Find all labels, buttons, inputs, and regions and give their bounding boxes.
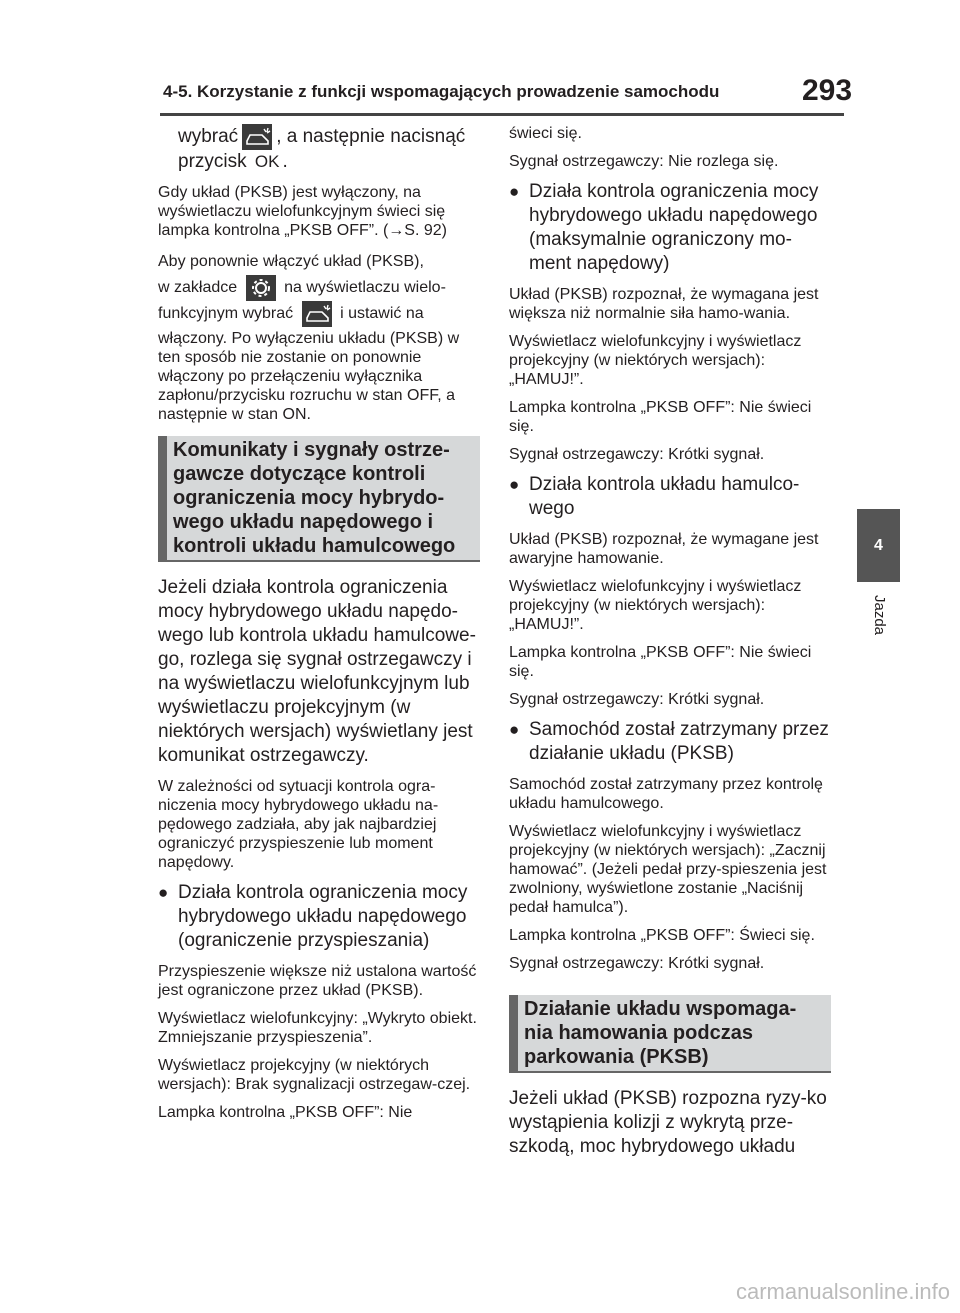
paragraph: Wyświetlacz wielofunkcyjny i wyświetlacz projekcyjny (w niektórych wersjach): „HAMUJ!”. xyxy=(509,578,802,633)
right-column xyxy=(509,124,831,1168)
paragraph: Samochód został zatrzymany przez kontrolę układu hamulcowego. xyxy=(509,776,823,812)
paragraph: Wyświetlacz wielofunkcyjny: „Wykryto obiekt. Zmniejszanie przyspieszenia”. xyxy=(158,1010,477,1047)
paragraph: Lampka kontrolna „PKSB OFF”: Nie świeci się. xyxy=(509,399,812,435)
paragraph: Jeżeli układ (PKSB) rozpozna ryzy-ko wystąpienia kolizji z wykrytą prze-szkodą, moc hybrydowego układu xyxy=(509,1088,827,1157)
paragraph: Sygnał ostrzegawczy: Krótki sygnał. xyxy=(509,446,765,463)
paragraph: Jeżeli działa kontrola ograniczenia mocy hybrydowego układu napędo-wego lub kontrola układu hamulcowe-go, rozlega się sygnał ostrzegawczy i na wyświetlaczu wielofunkcyjnym lub wyświetlaczu projekcyjnym (w niektórych wersjach) wyświetlany jest komunikat ostrzegawczy. xyxy=(158,577,476,767)
paragraph: Aby ponownie włączyć układ (PKSB), w zakładce na wyświetlaczu wielo- funkcyjnym wybrać i ustawić na xyxy=(158,249,480,327)
bullet-heading: ● Samochód został zatrzymany przez działanie układu (PKSB) xyxy=(509,718,831,766)
paragraph: włączony. Po wyłączeniu układu (PKSB) w ten sposób nie zostanie on ponownie włączony po przełączeniu wyłącznika zapłonu/przycisku rozruchu w stan OFF, a następnie w stan ON. xyxy=(158,330,460,424)
car-sensor-icon xyxy=(242,124,272,150)
chapter-tab: 4 xyxy=(857,509,900,582)
paragraph: świeci się. xyxy=(509,125,582,142)
paragraph: Lampka kontrolna „PKSB OFF”: Nie xyxy=(158,1104,413,1122)
paragraph: Wyświetlacz wielofunkcyjny i wyświetlacz projekcyjny (w niektórych wersjach): „Zacznij hamować”. (Jeżeli pedał przy-spieszenia jest zwolniony, wyświetlone zostanie „Naciśnij pedał hamulca”). xyxy=(509,823,827,916)
header-rule xyxy=(160,113,844,116)
section-heading: Działanie układu wspomaga-nia hamowania podczas parkowania (PKSB) xyxy=(509,995,831,1073)
paragraph: Przyspieszenie większe niż ustalona wartość jest ograniczone przez układ (PKSB). xyxy=(158,963,477,1000)
paragraph: Lampka kontrolna „PKSB OFF”: Świeci się. xyxy=(509,927,815,944)
bullet-heading: ● Działa kontrola układu hamulco-wego xyxy=(509,473,831,521)
paragraph: Sygnał ostrzegawczy: Nie rozlega się. xyxy=(509,153,779,170)
car-sensor-icon xyxy=(302,301,332,327)
section-heading: Komunikaty i sygnały ostrze-gawcze dotyczące kontroli ograniczenia mocy hybrydo-wego układu napędowego i kontroli układu hamulcowego xyxy=(158,436,480,562)
paragraph: Lampka kontrolna „PKSB OFF”: Nie świeci się. xyxy=(509,644,812,680)
paragraph: Gdy układ (PKSB) jest wyłączony, na wyświetlaczu wielofunkcyjnym świeci się lampka kontrolna „PKSB OFF”. (→S. 92) xyxy=(158,184,447,239)
gear-icon xyxy=(246,275,276,301)
chapter-tab-label: Jazda xyxy=(871,595,888,636)
paragraph: Sygnał ostrzegawczy: Krótki sygnał. xyxy=(509,955,765,972)
paragraph: Wyświetlacz projekcyjny (w niektórych wersjach): Brak sygnalizacji ostrzegaw-czej. xyxy=(158,1057,471,1094)
paragraph: Układ (PKSB) rozpoznał, że wymagane jest awaryjne hamowanie. xyxy=(509,531,819,567)
paragraph: Wyświetlacz wielofunkcyjny i wyświetlacz projekcyjny (w niektórych wersjach): „HAMUJ!”. xyxy=(509,333,802,388)
paragraph: W zależności od sytuacji kontrola ogra-niczenia mocy hybrydowego układu na-pędowego zadziała, aby jak najbardziej ograniczyć przyspieszenie lub moment napędowy. xyxy=(158,778,439,872)
ok-button-glyph: OK xyxy=(254,152,280,171)
paragraph: Sygnał ostrzegawczy: Krótki sygnał. xyxy=(509,691,765,708)
bullet-heading: ● Działa kontrola ograniczenia mocy hybrydowego układu napędowego (maksymalnie ograniczony mo-ment napędowy) xyxy=(509,180,831,276)
page-number: 293 xyxy=(802,74,853,107)
bullet-heading: ● Działa kontrola ograniczenia mocy hybrydowego układu napędowego (ograniczenie przyspieszania) xyxy=(158,881,480,953)
instruction-line: wybrać , a następnie nacisnąć przycisk OK . xyxy=(158,124,480,174)
left-column xyxy=(158,124,480,1131)
running-header: 4-5. Korzystanie z funkcji wspomagających prowadzenie samochodu xyxy=(163,82,720,101)
watermark: carmanualsonline.info xyxy=(735,1279,950,1304)
paragraph: Układ (PKSB) rozpoznał, że wymagana jest większa niż normalnie siła hamo-wania. xyxy=(509,286,819,322)
